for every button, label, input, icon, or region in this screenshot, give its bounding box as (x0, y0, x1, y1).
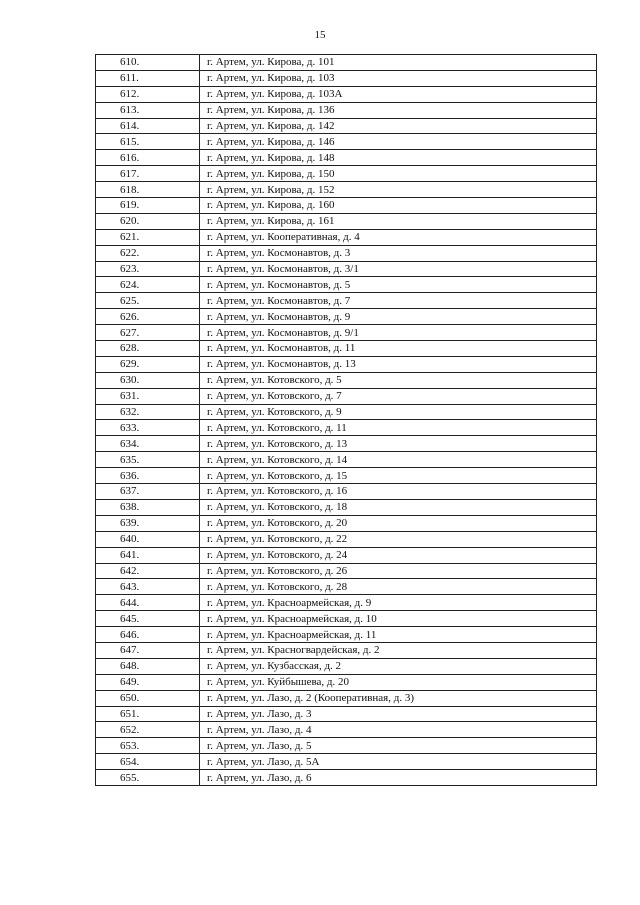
table-row (96, 86, 597, 102)
table-row (96, 293, 597, 309)
table-row (96, 770, 597, 786)
table-row (96, 547, 597, 563)
address-cell: г. Артем, ул. Котовского, д. 28 (200, 579, 597, 595)
address-cell: г. Артем, ул. Красноармейская, д. 11 (200, 627, 597, 643)
row-number-cell: 642. (96, 563, 200, 579)
row-number-cell: 614. (96, 118, 200, 134)
row-number-cell: 626. (96, 309, 200, 325)
address-cell: г. Артем, ул. Кирова, д. 150 (200, 166, 597, 182)
address-cell: г. Артем, ул. Котовского, д. 13 (200, 436, 597, 452)
row-number-cell: 610. (96, 55, 200, 71)
address-cell: г. Артем, ул. Котовского, д. 9 (200, 404, 597, 420)
address-cell: г. Артем, ул. Космонавтов, д. 3 (200, 245, 597, 261)
address-table (95, 54, 597, 786)
address-cell: г. Артем, ул. Красноармейская, д. 10 (200, 611, 597, 627)
address-cell: г. Артем, ул. Лазо, д. 5А (200, 754, 597, 770)
address-cell: г. Артем, ул. Кооперативная, д. 4 (200, 229, 597, 245)
address-cell: г. Артем, ул. Космонавтов, д. 7 (200, 293, 597, 309)
table-row (96, 595, 597, 611)
table-row (96, 309, 597, 325)
table-row (96, 134, 597, 150)
table-row (96, 388, 597, 404)
row-number-cell: 653. (96, 738, 200, 754)
row-number-cell: 638. (96, 499, 200, 515)
address-cell: г. Артем, ул. Котовского, д. 5 (200, 372, 597, 388)
table-row (96, 261, 597, 277)
row-number-cell: 650. (96, 690, 200, 706)
address-cell: г. Артем, ул. Кирова, д. 146 (200, 134, 597, 150)
table-row (96, 611, 597, 627)
table-row (96, 229, 597, 245)
table-row (96, 706, 597, 722)
address-cell: г. Артем, ул. Кирова, д. 152 (200, 182, 597, 198)
row-number-cell: 615. (96, 134, 200, 150)
address-cell: г. Артем, ул. Космонавтов, д. 9 (200, 309, 597, 325)
table-row (96, 372, 597, 388)
row-number-cell: 620. (96, 213, 200, 229)
row-number-cell: 647. (96, 642, 200, 658)
table-row (96, 55, 597, 71)
table-row (96, 150, 597, 166)
table-row (96, 563, 597, 579)
row-number-cell: 635. (96, 452, 200, 468)
table-row (96, 579, 597, 595)
row-number-cell: 618. (96, 182, 200, 198)
table-row (96, 277, 597, 293)
address-cell: г. Артем, ул. Красноармейская, д. 9 (200, 595, 597, 611)
row-number-cell: 634. (96, 436, 200, 452)
address-cell: г. Артем, ул. Кирова, д. 148 (200, 150, 597, 166)
address-cell: г. Артем, ул. Космонавтов, д. 5 (200, 277, 597, 293)
table-row (96, 198, 597, 214)
row-number-cell: 612. (96, 86, 200, 102)
table-row (96, 531, 597, 547)
table-row (96, 325, 597, 341)
row-number-cell: 649. (96, 674, 200, 690)
table-row (96, 627, 597, 643)
row-number-cell: 648. (96, 658, 200, 674)
table-row (96, 436, 597, 452)
table-row (96, 499, 597, 515)
table-row (96, 245, 597, 261)
table-row (96, 642, 597, 658)
row-number-cell: 625. (96, 293, 200, 309)
address-cell: г. Артем, ул. Лазо, д. 6 (200, 770, 597, 786)
table-row (96, 452, 597, 468)
table-row (96, 754, 597, 770)
address-cell: г. Артем, ул. Кирова, д. 103 (200, 70, 597, 86)
address-cell: г. Артем, ул. Космонавтов, д. 9/1 (200, 325, 597, 341)
table-row (96, 484, 597, 500)
page-number: 15 (314, 29, 326, 41)
row-number-cell: 637. (96, 484, 200, 500)
address-cell: г. Артем, ул. Космонавтов, д. 13 (200, 356, 597, 372)
row-number-cell: 632. (96, 404, 200, 420)
address-cell: г. Артем, ул. Кирова, д. 136 (200, 102, 597, 118)
table-row (96, 213, 597, 229)
address-cell: г. Артем, ул. Кирова, д. 103А (200, 86, 597, 102)
address-cell: г. Артем, ул. Котовского, д. 26 (200, 563, 597, 579)
table-row (96, 722, 597, 738)
row-number-cell: 611. (96, 70, 200, 86)
address-cell: г. Артем, ул. Кирова, д. 101 (200, 55, 597, 71)
address-cell: г. Артем, ул. Котовского, д. 14 (200, 452, 597, 468)
row-number-cell: 629. (96, 356, 200, 372)
table-row (96, 182, 597, 198)
address-cell: г. Артем, ул. Котовского, д. 16 (200, 484, 597, 500)
address-cell: г. Артем, ул. Куйбышева, д. 20 (200, 674, 597, 690)
table-row (96, 404, 597, 420)
row-number-cell: 633. (96, 420, 200, 436)
table-row (96, 70, 597, 86)
address-cell: г. Артем, ул. Лазо, д. 5 (200, 738, 597, 754)
row-number-cell: 616. (96, 150, 200, 166)
address-cell: г. Артем, ул. Космонавтов, д. 11 (200, 341, 597, 357)
address-cell: г. Артем, ул. Котовского, д. 22 (200, 531, 597, 547)
address-cell: г. Артем, ул. Котовского, д. 11 (200, 420, 597, 436)
address-table-body (96, 55, 597, 786)
row-number-cell: 636. (96, 468, 200, 484)
row-number-cell: 613. (96, 102, 200, 118)
table-row (96, 658, 597, 674)
row-number-cell: 623. (96, 261, 200, 277)
row-number-cell: 627. (96, 325, 200, 341)
table-row (96, 420, 597, 436)
address-cell: г. Артем, ул. Красногвардейская, д. 2 (200, 642, 597, 658)
row-number-cell: 643. (96, 579, 200, 595)
row-number-cell: 646. (96, 627, 200, 643)
address-cell: г. Артем, ул. Котовского, д. 15 (200, 468, 597, 484)
row-number-cell: 651. (96, 706, 200, 722)
row-number-cell: 639. (96, 515, 200, 531)
table-row (96, 356, 597, 372)
table-row (96, 102, 597, 118)
address-cell: г. Артем, ул. Лазо, д. 2 (Кооперативная, д. 3) (200, 690, 597, 706)
row-number-cell: 622. (96, 245, 200, 261)
row-number-cell: 621. (96, 229, 200, 245)
row-number-cell: 631. (96, 388, 200, 404)
address-cell: г. Артем, ул. Кирова, д. 160 (200, 198, 597, 214)
address-cell: г. Артем, ул. Котовского, д. 20 (200, 515, 597, 531)
row-number-cell: 645. (96, 611, 200, 627)
address-cell: г. Артем, ул. Кузбасская, д. 2 (200, 658, 597, 674)
table-row (96, 674, 597, 690)
address-cell: г. Артем, ул. Лазо, д. 3 (200, 706, 597, 722)
row-number-cell: 652. (96, 722, 200, 738)
row-number-cell: 655. (96, 770, 200, 786)
table-row (96, 690, 597, 706)
table-row (96, 515, 597, 531)
row-number-cell: 654. (96, 754, 200, 770)
table-row (96, 341, 597, 357)
row-number-cell: 619. (96, 198, 200, 214)
table-row (96, 738, 597, 754)
row-number-cell: 640. (96, 531, 200, 547)
address-cell: г. Артем, ул. Космонавтов, д. 3/1 (200, 261, 597, 277)
row-number-cell: 624. (96, 277, 200, 293)
address-cell: г. Артем, ул. Котовского, д. 24 (200, 547, 597, 563)
address-cell: г. Артем, ул. Котовского, д. 7 (200, 388, 597, 404)
table-row (96, 118, 597, 134)
row-number-cell: 628. (96, 341, 200, 357)
row-number-cell: 617. (96, 166, 200, 182)
row-number-cell: 630. (96, 372, 200, 388)
address-cell: г. Артем, ул. Котовского, д. 18 (200, 499, 597, 515)
row-number-cell: 644. (96, 595, 200, 611)
address-cell: г. Артем, ул. Лазо, д. 4 (200, 722, 597, 738)
row-number-cell: 641. (96, 547, 200, 563)
table-row (96, 468, 597, 484)
address-cell: г. Артем, ул. Кирова, д. 161 (200, 213, 597, 229)
address-cell: г. Артем, ул. Кирова, д. 142 (200, 118, 597, 134)
table-row (96, 166, 597, 182)
